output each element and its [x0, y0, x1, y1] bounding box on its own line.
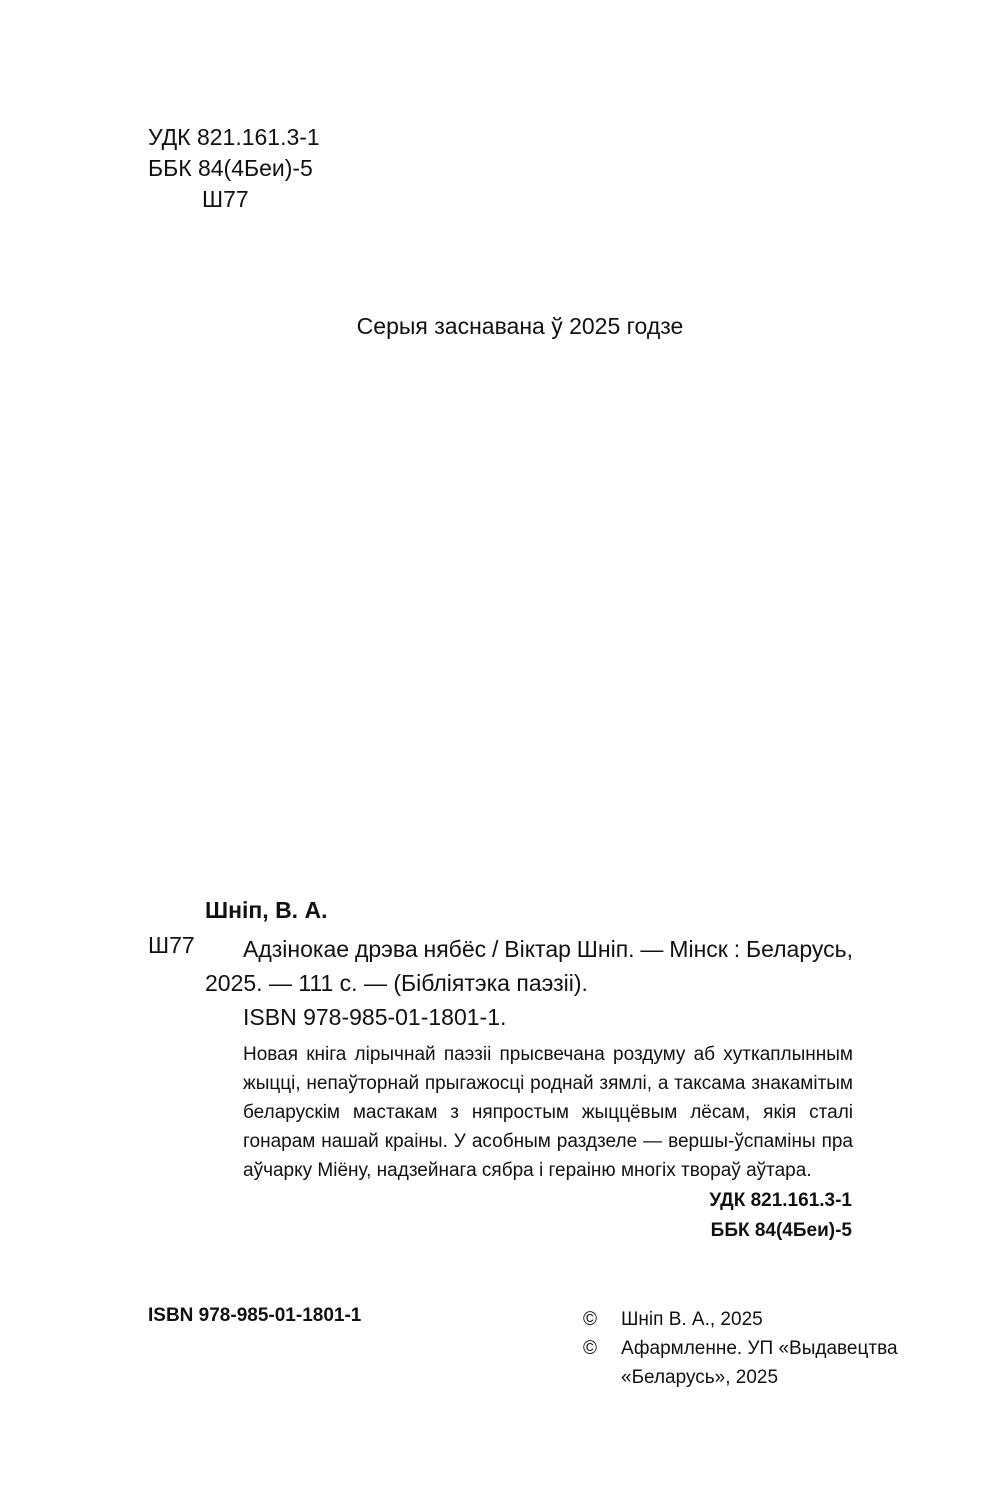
- bbk-code: ББК 84(4Беи)-5: [148, 155, 313, 181]
- title-word: дрэва: [354, 936, 418, 962]
- title-word: Шніп.: [576, 936, 635, 962]
- copyright-publisher-continued: «Беларусь», 2025: [621, 1367, 779, 1388]
- catalog-bbk: ББК 84(4Беи)-5: [710, 1220, 852, 1241]
- title-word: —: [640, 936, 664, 962]
- catalog-title-line: [243, 932, 853, 966]
- copyright-publisher: [583, 1334, 898, 1363]
- copyright-block: [583, 1305, 898, 1392]
- title-word: нябёс: [423, 936, 487, 962]
- catalog-author: Шніп, В. А.: [205, 897, 328, 923]
- copyright-author-text: Шніп В. А., 2025: [621, 1309, 763, 1330]
- copyright-publisher-text: Афармленне. УП «Выдавецтва: [621, 1338, 898, 1359]
- catalog-classification-codes: [709, 1186, 852, 1246]
- copyright-author: [583, 1305, 898, 1334]
- title-word: Беларусь,: [745, 936, 853, 962]
- top-classification-codes: [148, 122, 320, 215]
- udk-code: УДК 821.161.3-1: [148, 124, 320, 150]
- footer-isbn: ISBN 978-985-01-1801-1: [148, 1305, 362, 1326]
- catalog-isbn: ISBN 978-985-01-1801-1.: [243, 1004, 507, 1030]
- title-word: /: [492, 936, 499, 962]
- catalog-author-mark: Ш77: [148, 932, 195, 958]
- catalog-annotation: Новая кніга лірычнай паэзіі прысвечана роздуму аб хуткаплынным жыцці, непаўторнай прыгажосці роднай зямлі, а таксама знакамітым беларускім мастакам з няпростым жыццёвым лёсам, якія сталі гонарам нашай краіны. У асобным раздзеле — вершы-ўспаміны пра аўчарку Міёну, надзейнага сябра і гераіню многіх твораў аўтара.: [243, 1044, 853, 1181]
- title-word: :: [733, 936, 741, 962]
- catalog-publication-line: 2025. — 111 с. — (Бібліятэка паэзіі).: [205, 970, 588, 996]
- catalog-udk: УДК 821.161.3-1: [709, 1190, 852, 1211]
- title-word: Мінск: [669, 936, 728, 962]
- copyright-icon: ©: [583, 1338, 597, 1359]
- catalog-bibliographic-description: [205, 932, 853, 1000]
- copyright-icon: ©: [583, 1309, 597, 1330]
- author-mark: Ш77: [202, 186, 249, 212]
- title-word: Адзінокае: [243, 936, 350, 962]
- series-note: Серыя заснавана ў 2025 годзе: [356, 313, 684, 339]
- title-word: Віктар: [504, 936, 571, 962]
